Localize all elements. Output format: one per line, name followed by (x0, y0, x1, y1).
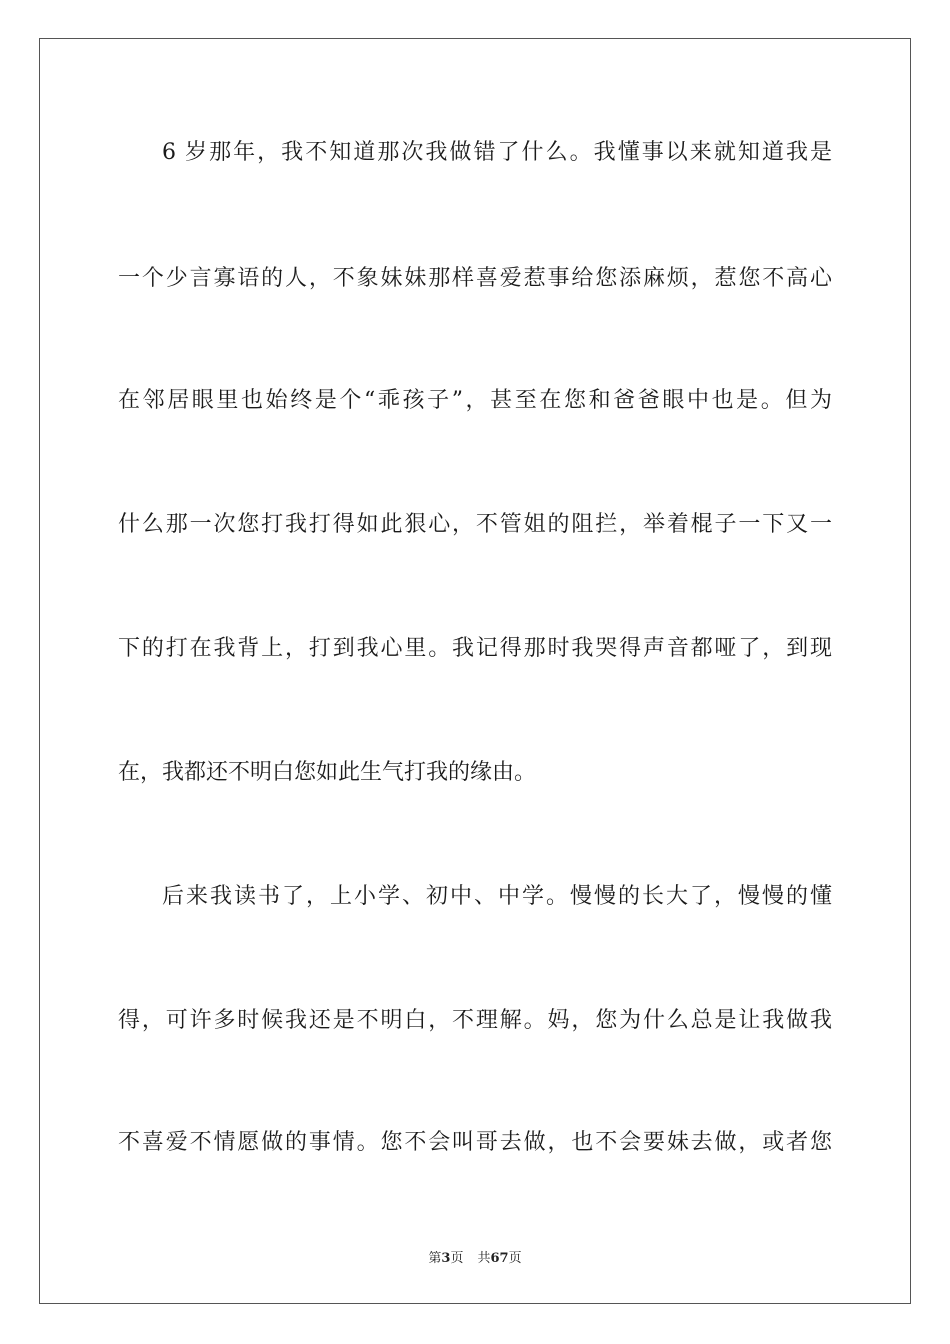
text-line-8: 得，可许多时候我还是不明白，不理解。妈，您为什么总是让我做我 (118, 1008, 832, 1033)
total-pages: 67 (490, 1251, 509, 1266)
total-suffix: 页 (508, 1251, 522, 1266)
text-line-6: 在，我都还不明白您如此生气打我的缘由。 (118, 760, 537, 785)
text-line-4: 什么那一次您打我打得如此狠心，不管姐的阻拦，举着棍子一下又一 (118, 512, 832, 537)
page-suffix: 页 (450, 1251, 464, 1266)
page-prefix: 第 (428, 1251, 442, 1266)
text-line-3: 在邻居眼里也始终是个“乖孩子”，甚至在您和爸爸眼中也是。但为 (118, 388, 832, 413)
text-line-5: 下的打在我背上，打到我心里。我记得那时我哭得声音都哑了，到现 (118, 636, 832, 661)
text-line-9: 不喜爱不情愿做的事情。您不会叫哥去做，也不会要妹去做，或者您 (118, 1130, 832, 1155)
page-number: 3 (441, 1251, 451, 1266)
total-prefix: 共 (477, 1251, 491, 1266)
text-line-7: 后来我读书了，上小学、初中、中学。慢慢的长大了，慢慢的懂 (162, 884, 832, 909)
text-line-1: 6 岁那年，我不知道那次我做错了什么。我懂事以来就知道我是 (162, 140, 832, 165)
text-line-2: 一个少言寡语的人，不象妹妹那样喜爱惹事给您添麻烦，惹您不高心 (118, 266, 832, 291)
document-page (39, 38, 911, 1304)
page-footer (40, 1247, 910, 1266)
